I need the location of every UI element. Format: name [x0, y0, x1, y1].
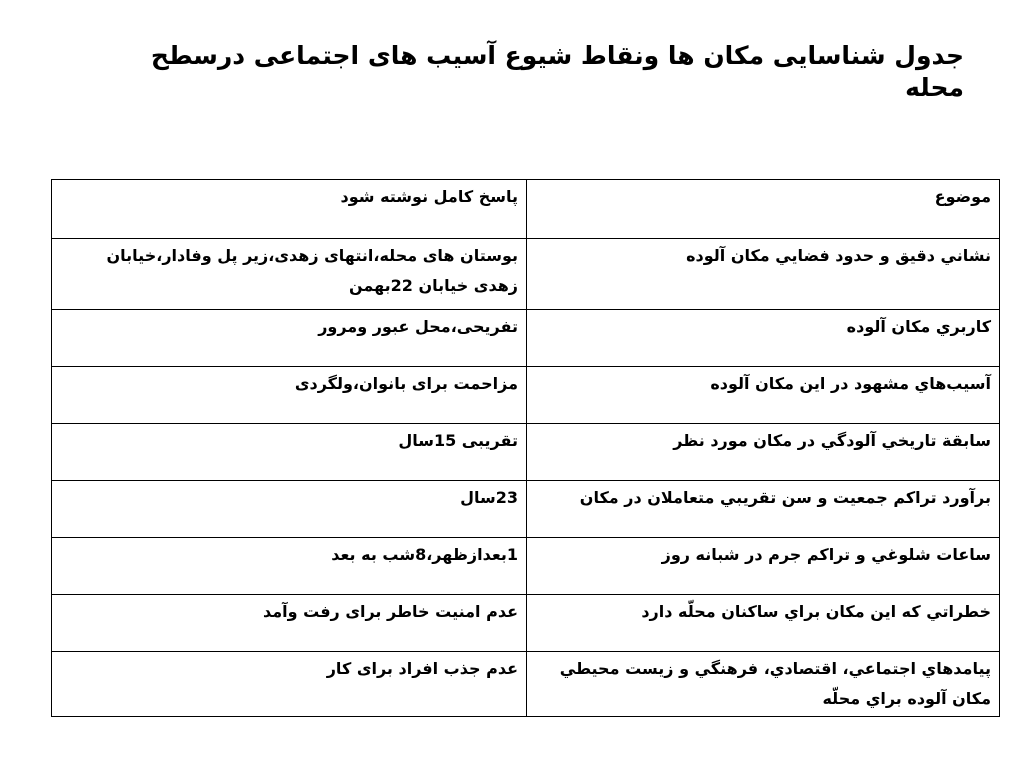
table-header-row — [52, 180, 1000, 239]
header-answer-cell: پاسخ کامل نوشته شود — [52, 180, 527, 239]
page-title: جدول شناسایی مکان ها ونقاط شیوع آسیب های اجتماعی درسطح محله — [150, 41, 964, 102]
topic-cell: سابقة تاريخي آلودگي در مكان مورد نظر — [527, 424, 1000, 481]
table-row — [52, 424, 1000, 481]
answer-cell: مزاحمت برای بانوان،ولگردی — [52, 367, 527, 424]
topic-cell: برآورد تراكم جمعيت و سن تقريبي متعاملان در مكان — [527, 481, 1000, 538]
topic-cell: آسيب‌هاي مشهود در اين مكان آلوده — [527, 367, 1000, 424]
table-row — [52, 239, 1000, 310]
answer-cell: عدم جذب افراد برای کار — [52, 652, 527, 717]
table-row — [52, 310, 1000, 367]
topic-cell: كاربري مكان آلوده — [527, 310, 1000, 367]
answer-cell: 23سال — [52, 481, 527, 538]
answer-cell: تفریحی،محل عبور ومرور — [52, 310, 527, 367]
answer-cell: عدم امنیت خاطر برای رفت وآمد — [52, 595, 527, 652]
table-row — [52, 538, 1000, 595]
answer-cell: بوستان های محله،انتهای زهدی،زیر پل وفادار،خیابان زهدی خیابان 22بهمن — [52, 239, 527, 310]
topic-cell: پيامدهاي اجتماعي، اقتصادي، فرهنگي و زيست محيطي مكان آلوده براي محلّه — [527, 652, 1000, 717]
survey-table — [51, 179, 1000, 717]
answer-cell: تقریبی 15سال — [52, 424, 527, 481]
topic-cell: نشاني دقيق و حدود فضايي مكان آلوده — [527, 239, 1000, 310]
table-row — [52, 367, 1000, 424]
topic-cell: خطراتي كه اين مكان براي ساكنان محلّه دارد — [527, 595, 1000, 652]
header-topic-cell: موضوع — [527, 180, 1000, 239]
table-row — [52, 652, 1000, 717]
answer-cell: 1بعدازظهر،8شب به بعد — [52, 538, 527, 595]
table-row — [52, 481, 1000, 538]
table-row — [52, 595, 1000, 652]
topic-cell: ساعات شلوغي و تراكم جرم در شبانه روز — [527, 538, 1000, 595]
